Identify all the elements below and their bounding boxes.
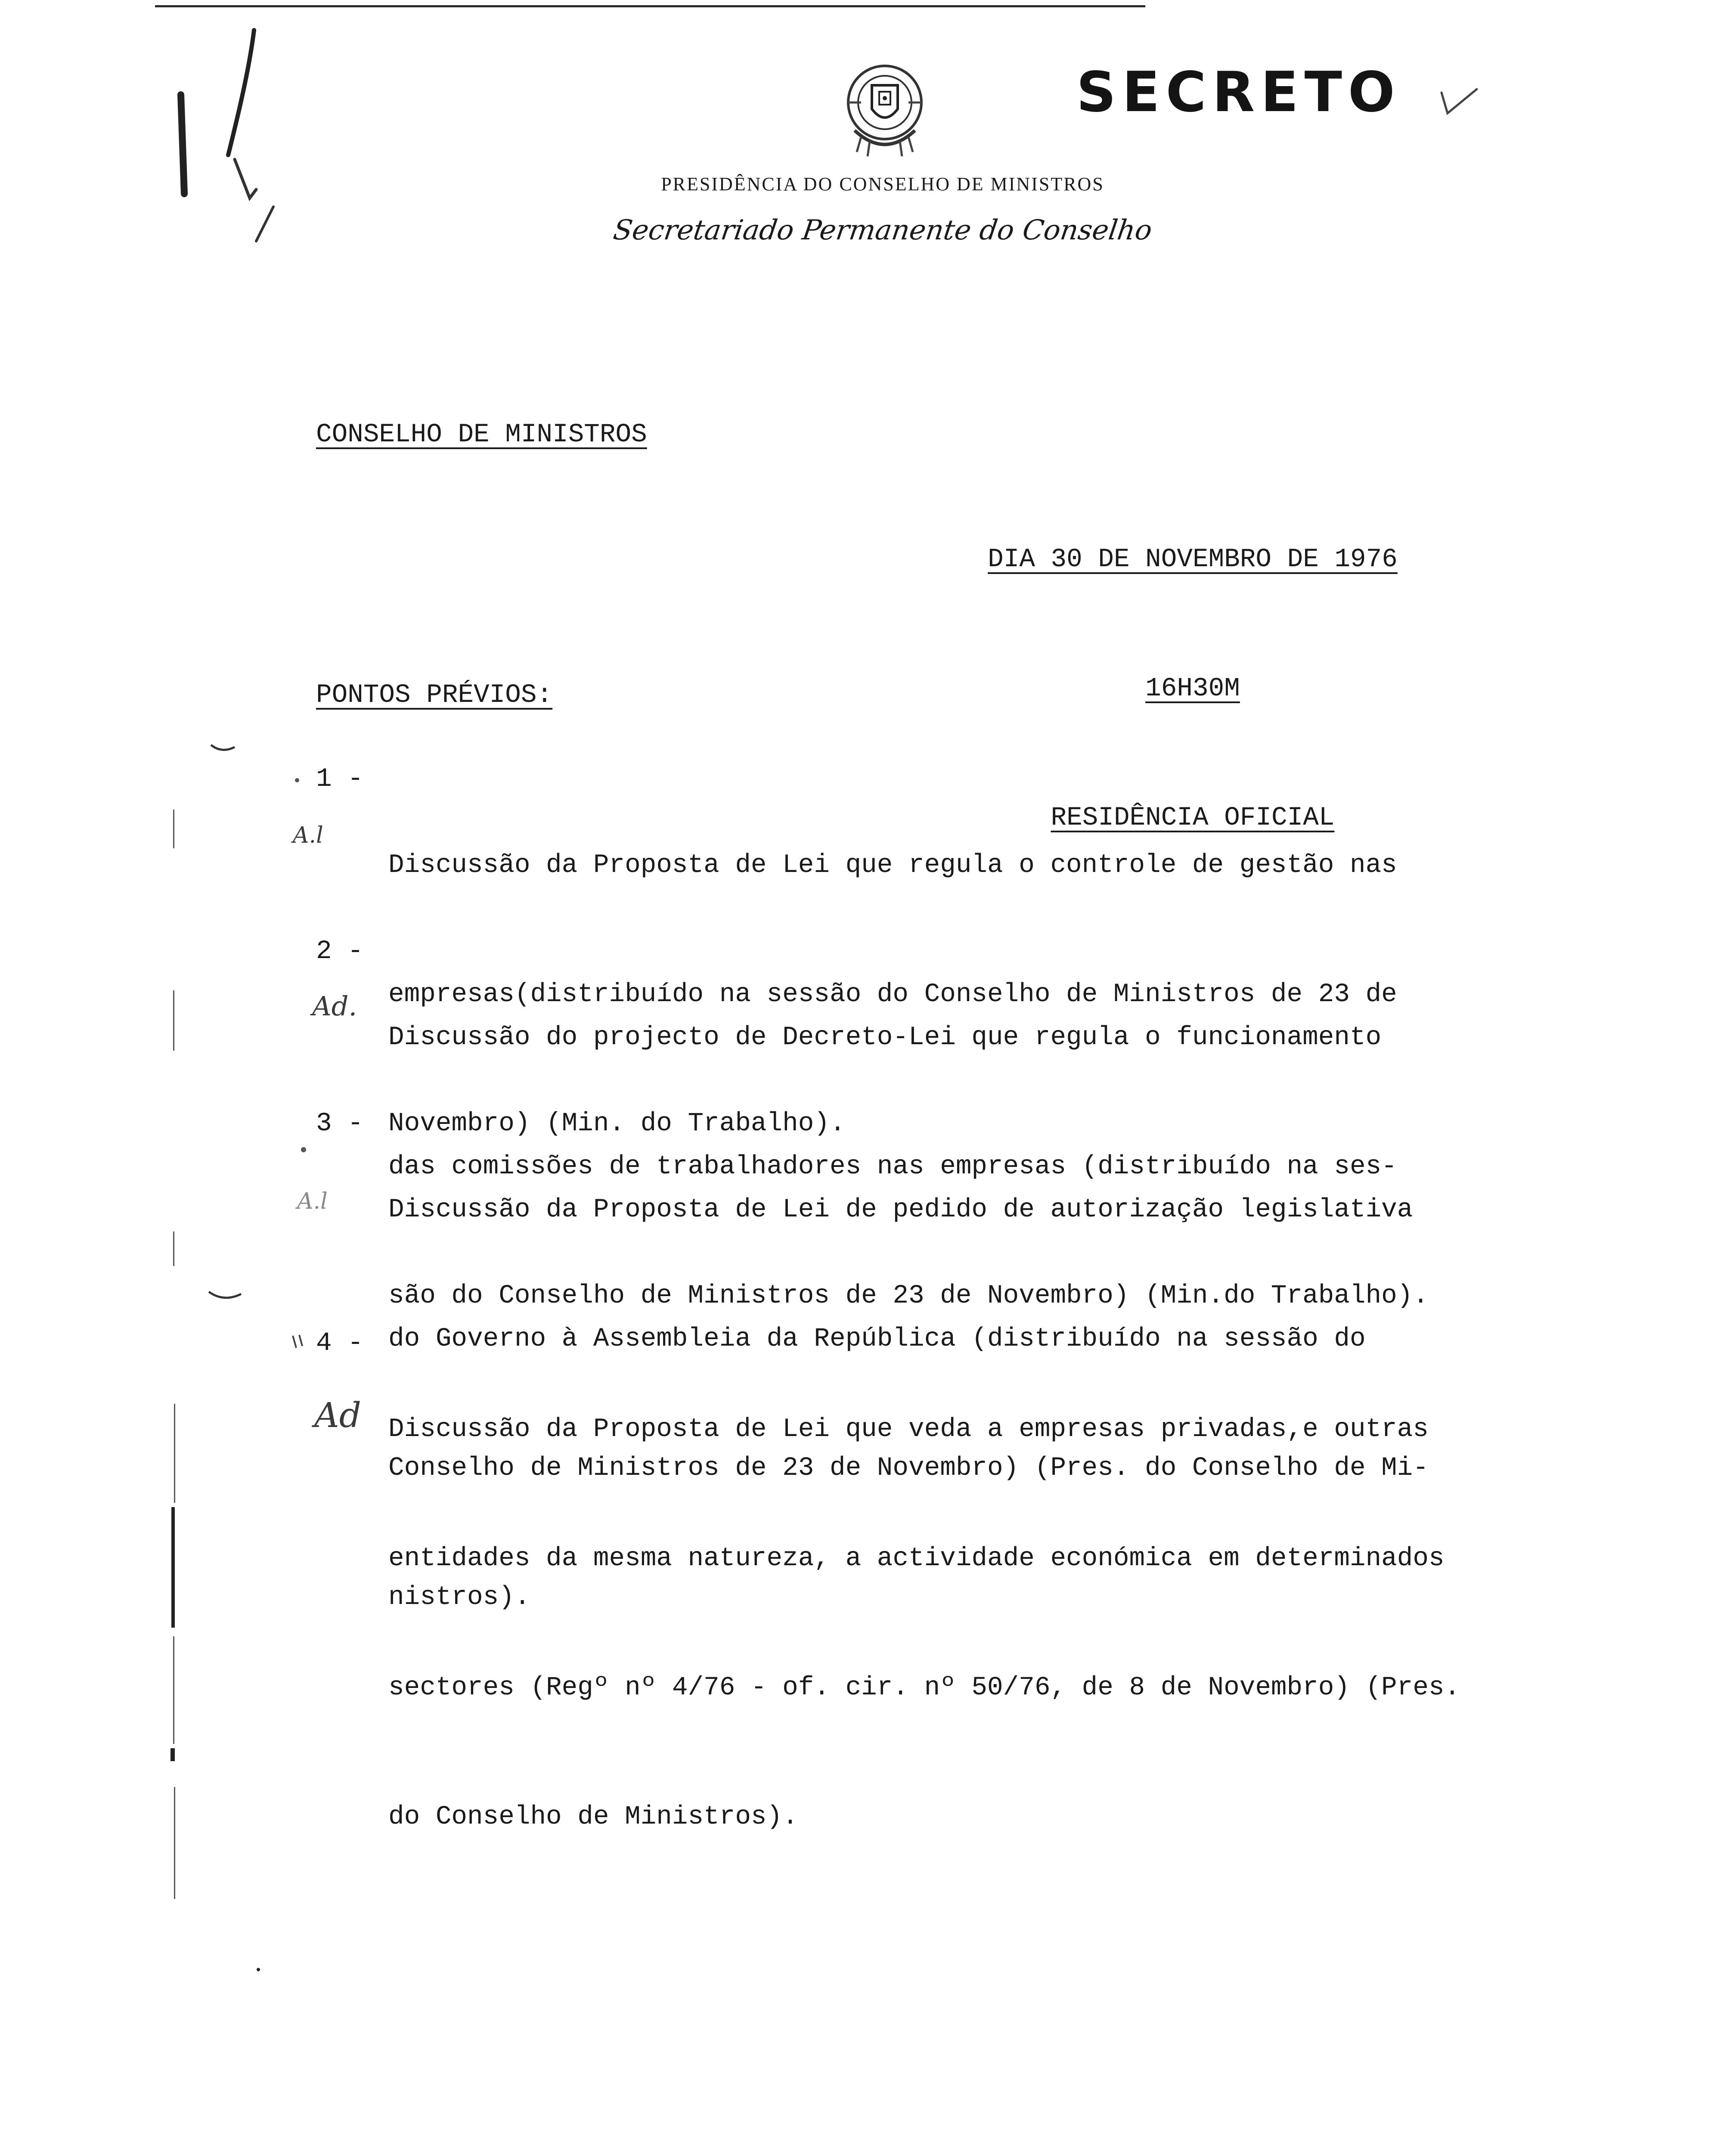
agenda-item-number: 3 - (316, 1109, 363, 1139)
agenda-item-line: do Governo à Assembleia da República (distribuído na sessão do (388, 1324, 1366, 1354)
margin-annotation: A.l (297, 1188, 328, 1214)
agenda-item-line: Discussão da Proposta de Lei que veda a empresas privadas,e outras (388, 1415, 1429, 1444)
binding-mark (174, 1404, 175, 1503)
agenda-item-number: 4 - (316, 1328, 363, 1358)
binding-mark (173, 810, 174, 848)
agenda-item-line: sectores (Regº nº 4/76 - of. cir. nº 50/76, de 8 de Novembro) (Pres. (388, 1673, 1460, 1703)
binding-mark (257, 1968, 260, 1971)
handwritten-tick (1438, 84, 1481, 118)
binding-mark (174, 1787, 175, 1899)
meeting-place: RESIDÊNCIA OFICIAL (1051, 803, 1335, 833)
binding-mark (170, 1748, 175, 1761)
agenda-item-line: são do Conselho de Ministros de 23 de Novembro) (Min.do Trabalho). (388, 1281, 1429, 1311)
coat-of-arms-icon (831, 55, 939, 163)
agenda-item-line: Discussão do projecto de Decreto-Lei que regula o funcionamento (388, 1023, 1382, 1052)
agenda-item-line: das comissões de trabalhadores nas empresas (distribuído na ses- (388, 1152, 1397, 1182)
agenda-item-line: Discussão da Proposta de Lei que regula o controle de gestão nas (388, 850, 1397, 880)
handwritten-page-marks (164, 26, 319, 250)
top-rule (155, 5, 1145, 7)
binding-mark (173, 1636, 174, 1744)
binding-mark (173, 1232, 174, 1266)
agenda-item-line: Conselho de Ministros de 23 de Novembro) (Pres. do Conselho de Mi- (388, 1453, 1429, 1483)
agenda-item-text (388, 1322, 1460, 1925)
meeting-date: DIA 30 DE NOVEMBRO DE 1976 (988, 545, 1398, 574)
agenda-item-line: Discussão da Proposta de Lei de pedido de autorização legislativa (388, 1195, 1413, 1225)
pencil-margin-marks (164, 710, 310, 1356)
margin-annotation: Ad. (312, 990, 357, 1022)
letterhead-secretariat: Secretariado Permanente do Conselho (611, 214, 1154, 246)
agenda-item-line: nistros). (388, 1582, 530, 1612)
agenda-item-number: 1 - (316, 764, 363, 794)
agenda-item-line: entidades da mesma natureza, a actividade económica em determinados (388, 1544, 1445, 1573)
agenda-item-line: Novembro) (Min. do Trabalho). (388, 1109, 846, 1139)
agenda-item-line: empresas(distribuído na sessão do Conselho de Ministros de 23 de (388, 980, 1397, 1009)
binding-mark (173, 990, 174, 1051)
binding-mark (171, 1507, 175, 1628)
letterhead-office: PRESIDÊNCIA DO CONSELHO DE MINISTROS (661, 174, 1104, 195)
meeting-time: 16H30M (1145, 674, 1240, 704)
classification-stamp: SECRETO (1076, 60, 1401, 124)
agenda-title: PONTOS PRÉVIOS: (316, 680, 553, 710)
agenda-item-number: 2 - (316, 937, 363, 966)
meeting-body-heading: CONSELHO DE MINISTROS (316, 420, 647, 450)
margin-annotation: A.l (293, 822, 323, 848)
margin-annotation: Ad (314, 1395, 361, 1435)
agenda-item-line: do Conselho de Ministros). (388, 1802, 798, 1832)
